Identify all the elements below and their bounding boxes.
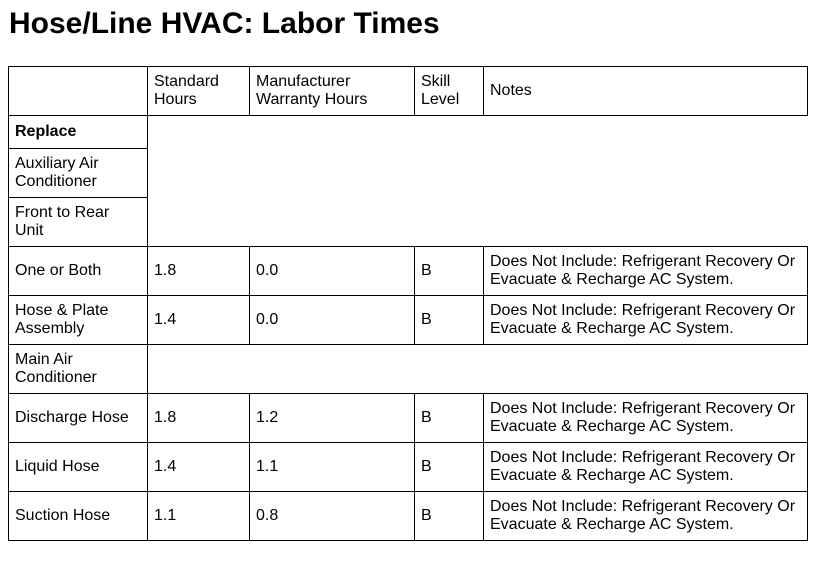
row-notes: Does Not Include: Refrigerant Recovery Or Evacuate & Recharge AC System. — [484, 443, 808, 492]
labor-times-table — [8, 66, 808, 541]
table-row — [9, 247, 808, 296]
page-title: Hose/Line HVAC: Labor Times — [9, 7, 440, 40]
header-standard-hours: Standard Hours — [148, 67, 250, 116]
row-standard-hours: 1.1 — [148, 492, 250, 541]
row-standard-hours: 1.8 — [148, 247, 250, 296]
row-name: Suction Hose — [9, 492, 148, 541]
row-skill-level: B — [415, 247, 484, 296]
row-skill-level: B — [415, 492, 484, 541]
row-name: Hose & Plate Assembly — [9, 296, 148, 345]
row-notes: Does Not Include: Refrigerant Recovery Or Evacuate & Recharge AC System. — [484, 394, 808, 443]
row-warranty-hours: 0.0 — [250, 247, 415, 296]
row-name: Discharge Hose — [9, 394, 148, 443]
row-standard-hours: 1.4 — [148, 296, 250, 345]
section-row-main — [9, 345, 808, 394]
row-warranty-hours: 1.2 — [250, 394, 415, 443]
row-standard-hours: 1.8 — [148, 394, 250, 443]
section-auxiliary-air-conditioner: Auxiliary Air Conditioner — [9, 149, 148, 198]
table-row — [9, 296, 808, 345]
section-empty-span — [148, 116, 808, 247]
row-warranty-hours: 0.8 — [250, 492, 415, 541]
section-front-to-rear-unit: Front to Rear Unit — [9, 198, 148, 247]
section-main-air-conditioner: Main Air Conditioner — [9, 345, 148, 394]
section-empty-span — [148, 345, 808, 394]
row-skill-level: B — [415, 394, 484, 443]
row-name: Liquid Hose — [9, 443, 148, 492]
row-warranty-hours: 1.1 — [250, 443, 415, 492]
header-cell-blank — [9, 67, 148, 116]
table-row — [9, 443, 808, 492]
row-notes: Does Not Include: Refrigerant Recovery Or Evacuate & Recharge AC System. — [484, 247, 808, 296]
row-skill-level: B — [415, 443, 484, 492]
table-header-row — [9, 67, 808, 116]
table-row — [9, 492, 808, 541]
row-notes: Does Not Include: Refrigerant Recovery Or Evacuate & Recharge AC System. — [484, 296, 808, 345]
table-row — [9, 394, 808, 443]
row-name: One or Both — [9, 247, 148, 296]
row-notes: Does Not Include: Refrigerant Recovery Or Evacuate & Recharge AC System. — [484, 492, 808, 541]
row-standard-hours: 1.4 — [148, 443, 250, 492]
section-row-replace — [9, 116, 808, 149]
header-notes: Notes — [484, 67, 808, 116]
header-warranty-hours: Manufacturer Warranty Hours — [250, 67, 415, 116]
row-skill-level: B — [415, 296, 484, 345]
row-warranty-hours: 0.0 — [250, 296, 415, 345]
header-skill-level: Skill Level — [415, 67, 484, 116]
section-replace: Replace — [9, 116, 148, 149]
